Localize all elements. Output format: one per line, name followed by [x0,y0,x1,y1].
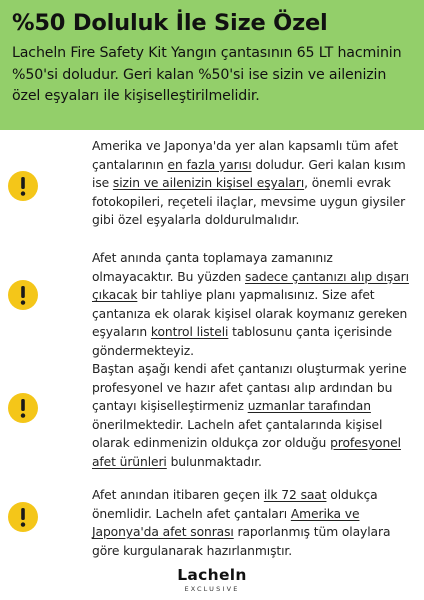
info-text-1 [92,137,418,230]
text-run: bulunmaktadır. [166,454,262,469]
text-run: tablosunu çanta içerisinde göndermekteyiz. [92,325,392,358]
header-banner [0,0,424,130]
text-run: , önemli evrak fotokopileri, reçeteli ilaçlar, mevsime uygun giysiler gibi özel eşyalarla doldurulmalıdır. [92,176,406,227]
page-title: %50 Doluluk İle Size Özel [12,10,328,36]
underlined-phrase: ilk 72 saat [263,488,327,502]
text-run: Afet anından itibaren geçen [92,488,264,502]
info-text-3 [92,360,418,471]
text-run: Afet anında çanta toplamaya zamanınız olmayacaktır. Bu yüzden [92,251,333,284]
text-run: Baştan aşağı kendi afet çantanızı oluşturmak yerine profesyonel ve hazır afet çantası alıp ardından bu çantayı kişiselleştirmeniz [92,362,407,413]
underlined-phrase: en fazla yarısı [167,157,252,172]
underlined-phrase: profesyonel afet ürünleri [92,436,401,469]
text-run: önerilmektedir. Lacheln afet çantalarında kişisel olarak edinmenizin oldukça zor olduğu [92,417,383,450]
text-run: oldukça önemlidir. Lacheln afet çantaları [92,488,378,521]
exclamation-icon [8,171,38,201]
text-run: bir tahliye planı yapmalısınız. Size afet çantanıza ek olarak kişisel olarak koymanız gereken eşyaların [92,288,408,339]
info-text-2 [92,249,418,360]
underlined-phrase: kontrol listeli [150,325,229,339]
underlined-phrase: sadece çantanızı alıp dışarı çıkacak [92,269,409,302]
brand-logo [0,566,424,594]
logo-sub: EXCLUSIVE [184,585,240,593]
header-subtitle: Lacheln Fire Safety Kit Yangın çantasının 65 LT hacminin %50'si doludur. Geri kalan %50'si ise sizin ve ailenizin özel eşyaları ile kişiselleştirilmelidir. [12,45,402,104]
text-run: raporlanmış tüm olaylara göre kurgulanarak hazırlanmıştır. [92,525,391,558]
info-text-4 [92,486,418,560]
exclamation-icon [8,502,38,532]
underlined-phrase: uzmanlar tarafından [247,399,371,413]
logo-brand: Lacheln [177,566,247,584]
underlined-phrase: Amerika ve Japonya'da afet sonrası [92,506,360,539]
underlined-phrase: sizin ve ailenizin kişisel eşyaları [112,176,305,190]
exclamation-icon [8,393,38,423]
exclamation-icon [8,280,38,310]
text-run: Amerika ve Japonya'da yer alan kapsamlı tüm afet çantalarının [92,139,399,172]
text-run: doludur. Geri kalan kısım ise [92,157,406,190]
